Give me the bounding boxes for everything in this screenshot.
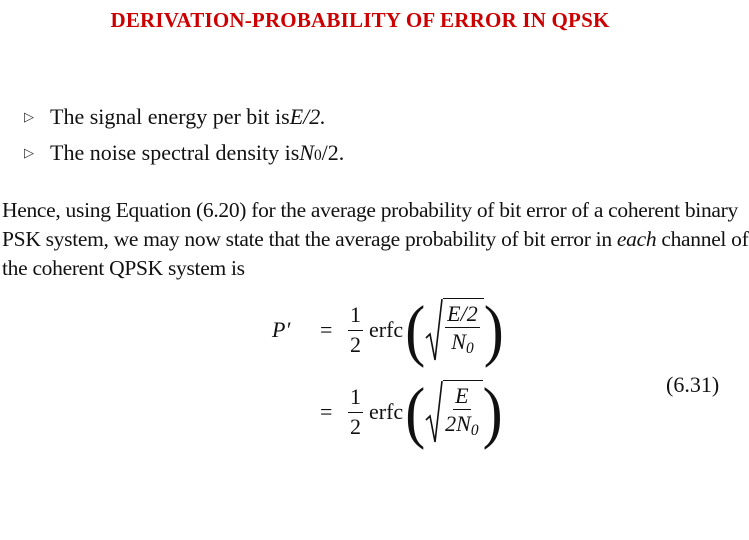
square-root xyxy=(425,298,484,363)
equation-lhs: P′ xyxy=(272,317,291,343)
function-name: erfc xyxy=(369,317,404,343)
radicand-den-sub: 0 xyxy=(470,421,479,439)
radicand-denominator xyxy=(451,328,473,363)
function-name: erfc xyxy=(369,399,404,425)
bullet-text: The noise spectral density is xyxy=(50,140,300,165)
bullet-item-noise-density xyxy=(24,140,344,176)
radicand xyxy=(443,298,484,363)
radical-sign-icon xyxy=(425,298,443,362)
square-root xyxy=(425,380,482,445)
triangle-right-icon: ▷ xyxy=(24,145,34,160)
radicand-den-base: N xyxy=(451,329,466,354)
equals-sign: = xyxy=(320,317,333,343)
fraction-denominator: 2 xyxy=(350,413,361,439)
radical-sign-icon xyxy=(425,380,443,444)
paragraph-line-3: the coherent QPSK system is xyxy=(2,256,245,280)
triangle-right-icon: ▷ xyxy=(24,109,34,124)
bullet-text: The signal energy per bit is xyxy=(50,104,290,129)
bullet-math-base: N xyxy=(299,140,314,165)
fraction-denominator: 2 xyxy=(350,331,361,357)
paragraph-line-1: Hence, using Equation (6.20) for the average probability of bit error of a coherent binary xyxy=(2,198,738,222)
slide-title: DERIVATION-PROBABILITY OF ERROR IN QPSK xyxy=(110,8,610,32)
paragraph-line-2 xyxy=(2,225,749,254)
bullet-item-signal-energy xyxy=(24,104,344,140)
equation-number: (6.31) xyxy=(666,372,720,397)
body-paragraph xyxy=(2,196,749,283)
coefficient-fraction xyxy=(348,384,363,441)
fraction-numerator: 1 xyxy=(348,302,363,331)
paragraph-line-2-end: channel of xyxy=(656,227,749,251)
right-paren: ) xyxy=(483,292,504,369)
equals-sign: = xyxy=(320,399,333,425)
equation-block xyxy=(272,292,504,468)
radicand-denominator xyxy=(445,410,478,445)
fraction-numerator: 1 xyxy=(348,384,363,413)
bullet-math: E/2. xyxy=(289,104,326,129)
bullet-math-sub: 0 xyxy=(313,147,322,164)
radicand-den-sub: 0 xyxy=(465,339,474,357)
paragraph-line-2-start: PSK system, we may now state that the average probability of bit error in xyxy=(2,227,617,251)
bullet-list xyxy=(24,104,344,176)
radicand-numerator: E/2 xyxy=(447,301,478,326)
equation-row-2 xyxy=(272,374,503,451)
coefficient-fraction xyxy=(348,302,363,359)
paragraph-emphasis: each xyxy=(616,227,657,251)
bullet-math-tail: /2. xyxy=(321,140,345,165)
equation-row-1 xyxy=(272,292,504,369)
left-paren: ( xyxy=(405,374,426,451)
right-paren: ) xyxy=(482,374,503,451)
left-paren: ( xyxy=(405,292,426,369)
radicand-den-base: 2N xyxy=(445,411,471,436)
radicand xyxy=(443,380,482,445)
radicand-numerator: E xyxy=(455,383,469,408)
